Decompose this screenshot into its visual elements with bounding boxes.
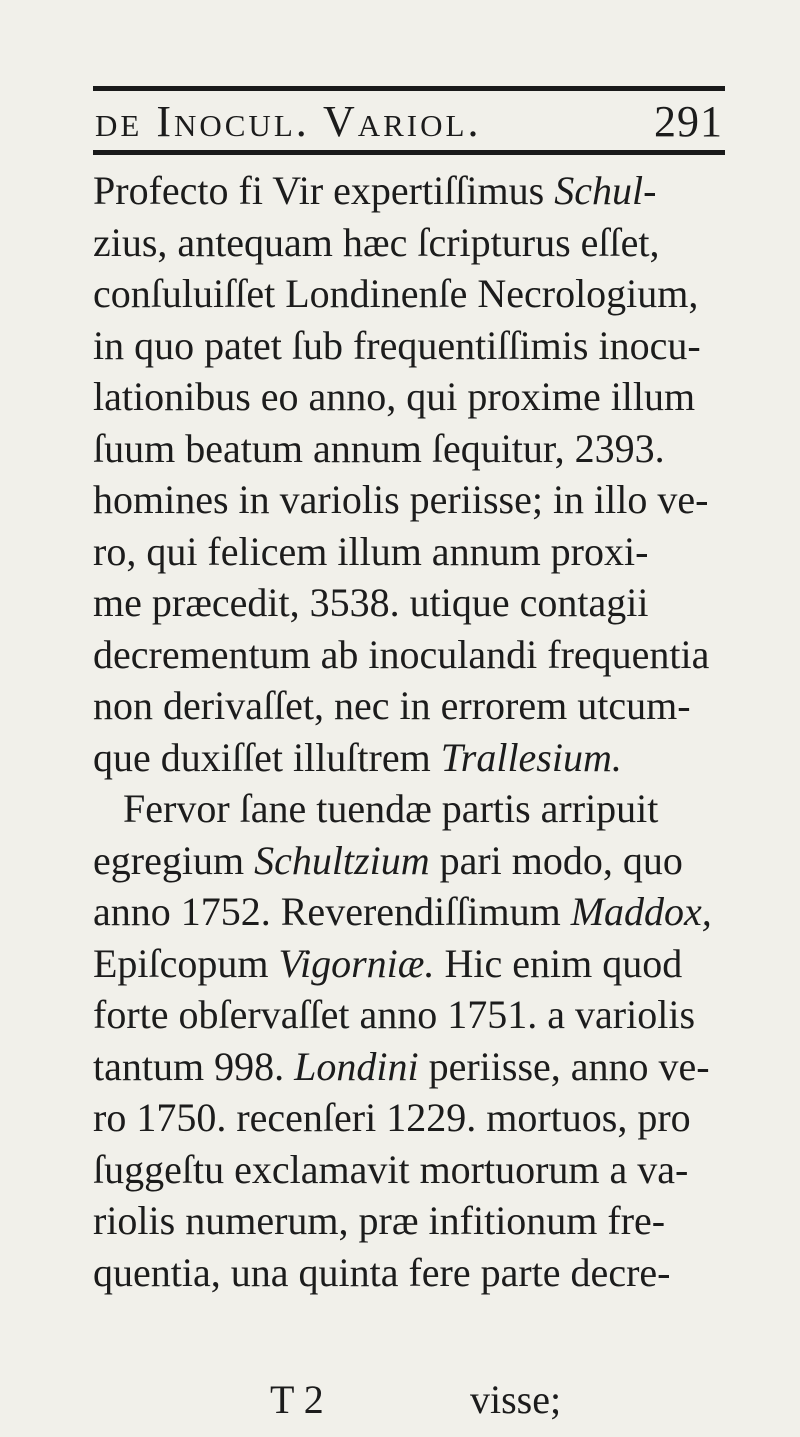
text-line: Profecto fi Vir expertiſſimus Schul-: [93, 168, 657, 213]
text-line: homines in variolis periisse; in illo ve-: [93, 477, 709, 522]
text-line: riolis numerum, præ infitionum fre-: [93, 1198, 666, 1243]
body-text: [93, 165, 733, 1298]
text-line: anno 1752. Reverendiſſimum Maddox,: [93, 889, 712, 934]
text-line: Epiſcopum Vigorniæ. Hic enim quod: [93, 940, 683, 986]
running-head: [93, 94, 725, 146]
header-rule-top: [93, 86, 725, 91]
text-line: non derivaſſet, nec in errorem utcum-: [93, 683, 691, 728]
text-line: egregium Schultzium pari modo, quo: [93, 837, 683, 883]
page-number: 291: [654, 97, 723, 146]
running-head-title: de Inocul. Variol.: [95, 97, 482, 146]
text-line: ro, qui felicem illum annum proxi-: [93, 528, 649, 574]
text-line: lationibus eo anno, qui proxime illum: [93, 374, 696, 419]
text-line: in quo patet ſub frequentiſſimis inocu-: [93, 322, 701, 368]
signature-mark: T 2: [270, 1377, 324, 1422]
text-line: que duxiſſet illuſtrem Trallesium.: [93, 734, 622, 780]
text-line: zius, antequam hæc ſcripturus eſſet,: [93, 219, 660, 265]
text-line: ſuum beatum annum ſequitur, 2393.: [93, 425, 665, 471]
text-line: tantum 998. Londini periisse, anno ve-: [93, 1043, 710, 1089]
text-line: ro 1750. recenſeri 1229. mortuos, pro: [93, 1095, 691, 1140]
catchword: visse;: [470, 1377, 562, 1422]
text-line: conſuluiſſet Londinenſe Necrologium,: [93, 271, 699, 316]
header-rule-bottom: [93, 150, 725, 155]
text-line: ſuggeſtu exclamavit mortuorum a va-: [93, 1146, 689, 1192]
text-line: forte obſervaſſet anno 1751. a variolis: [93, 992, 696, 1037]
text-line: me præcedit, 3538. utique contagii: [93, 580, 649, 625]
text-line: decrementum ab inoculandi frequentia: [93, 631, 710, 677]
text-line: quentia, una quinta fere parte decre-: [93, 1249, 671, 1295]
text-line: Fervor ſane tuendæ partis arripuit: [123, 786, 659, 831]
